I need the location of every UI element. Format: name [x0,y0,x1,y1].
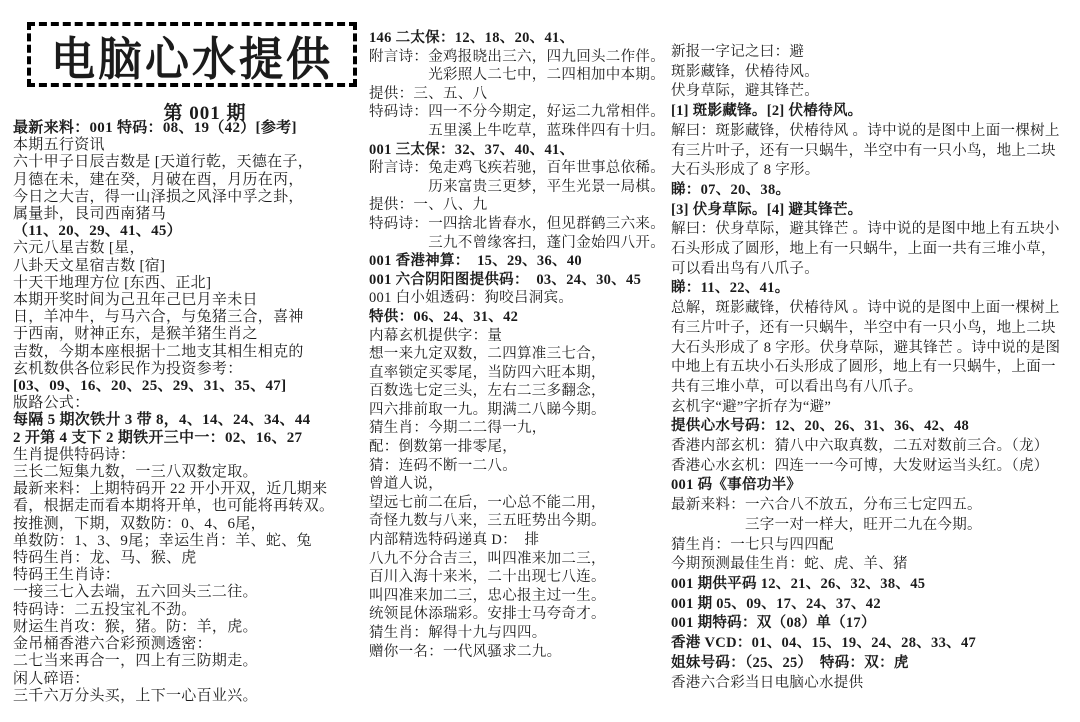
text-line: 001 白小姐透码：狗咬吕洞宾。 [369,290,574,307]
text-line: 伏身草际，避其锋芒。 [671,83,819,100]
masthead-box [27,22,357,87]
text-line: 香港心水玄机：四连一一今可博，大发财运当头红。（虎） [671,457,1049,474]
text-line: 提供心水号码：12、20、26、31、36、42、48 [671,418,970,435]
text-line: 想一来九定双数，二四算准三七合， [369,346,606,363]
text-line: 统领昆休添瑞彩。安排士马夸奇才。 [369,606,606,623]
text-line: 曾道人说， [369,476,443,493]
text-line: 今期预测最佳生肖：蛇、虎、羊、猪 [671,556,908,573]
text-line: 生肖提供特码诗： [13,446,136,463]
text-line: 赠你一名：一代风骚求二九。 [369,643,562,660]
text-line: 附言诗：金鸡报晓出三六，四九回头二作伴。 [369,48,665,65]
text-line: [3] 伏身草际。[4] 避其锋芒。 [671,201,863,218]
text-line: 最新来料：001 特码：08、19（42）[参考] [13,120,297,136]
text-line: 最新来料：一六合八不放五，分布三七定四五。 [671,497,982,514]
text-line: 于西南，财神正东，是猴羊猪生肖之 [13,326,258,343]
text-line: 单数防：1、3、9尾；幸运生肖：羊、蛇、兔 [13,532,312,549]
text-line: 石头形成了圆形，地上有一只蜗牛，上面一共有三堆小草， [671,241,1056,258]
text-line: 六元八星吉数 [星， [13,240,145,257]
text-line: 特码王生肖诗： [13,567,121,584]
text-line: 睇：11、22、41。 [671,280,790,297]
text-line: 二七当来再合一，四上有三防期走。 [13,653,258,670]
text-line: 001 期供平码 12、21、26、32、38、45 [671,575,926,592]
text-line: 玄机字“避”字折存为“避” [671,398,832,415]
text-line: 2 开第 4 支下 2 期铁开三中一：02、16、27 [13,429,303,446]
text-line: 可以看出鸟有八爪子。 [671,260,819,277]
text-line: 大石头形成了 8 字形。伏身草际，避其锋芒 。诗中说的是图 [671,339,1061,356]
text-line: 中地上有五块小石头形成了圆形，地上有一只蜗牛，上面一 [671,359,1056,376]
column-middle [369,29,669,661]
column-right [671,43,1076,693]
text-line: 百数选七定三头，左右二三多翻念， [369,383,606,400]
text-line: [03、09、16、20、25、29、31、35、47] [13,378,287,395]
text-line: 百川入海十来米，二十出现七八连。 [369,569,606,586]
text-line: 吉数，今期本座根据十二地支其相生相克的 [13,343,304,360]
text-line: （11、20、29、41、45） [13,223,182,240]
text-line: 共有三堆小草，可以看出鸟有八爪子。 [671,378,923,395]
text-line: 六十甲子日辰吉数是 [天道行乾，天德在子， [13,154,314,171]
text-line: 001 三太保：32、37、40、41、 [369,141,575,158]
text-line: 猜生肖：今期二二得一九， [369,420,547,437]
text-line: 叫四准来加二三，忠心报主过一生。 [369,587,606,604]
text-line: 望远七前二在后，一心总不能二用， [369,494,606,511]
text-line: 001 码《事倍功半》 [671,477,802,494]
text-line: 001 香港神算： 15、29、36、40 [369,253,582,270]
text-line: 按推测，下期，双数防：0、4、6尾， [13,515,266,532]
text-line: 解曰：斑影藏锋，伏椿待风 。诗中说的是图中上面一棵树上 [671,122,1060,139]
text-line: 001 期特码：双（08）单（17） [671,615,876,632]
text-line: 146 二太保：12、18、20、41、 [369,30,575,46]
text-line: 三字一对一样大，旺开二九在今期。 [671,516,982,533]
text-line: 属量卦，艮司西南猪马 [13,206,167,223]
issue-number: 第 001 期 [163,103,247,124]
text-line: 历来富贵三更梦，平生光景一局棋。 [369,178,665,195]
text-line: 香港内部玄机：猜八中六取真数，二五对数前三合。（龙） [671,438,1049,455]
text-line: 睇：07、20、38。 [671,181,791,198]
text-line: 闲人碎语： [13,670,90,687]
text-line: 特码生肖：龙、马、猴、虎 [13,550,197,567]
text-line: 香港六合彩当日电脑心水提供 [671,674,864,691]
text-line: 月德在未，建在癸，月破在酉，月历在丙， [13,171,304,188]
text-line: 光彩照人二七中，二四相加中本期。 [369,67,665,84]
text-line: 猜：连码不断一二八。 [369,457,517,474]
text-line: 四六排前取一九。期满二八睇今期。 [369,401,606,418]
text-line: 001 六合阴阳图提供码： 03、24、30、45 [369,271,642,288]
text-line: 香港 VCD：01、04、15、19、24、28、33、47 [671,635,977,652]
text-line: 本期开奖时间为己丑年己巳月辛未日 [13,292,258,309]
text-line: 三千六万分头买，上下一心百业兴。 [13,687,258,704]
text-line: 直率锁定买零尾，当防四六旺本期， [369,364,606,381]
text-line: 斑影藏锋，伏椿待风。 [671,63,819,80]
text-line: 猜生肖：一七只与四四配 [671,536,834,553]
text-line: 一接三七入去端，五六回头三二往。 [13,584,258,601]
text-line: 提供：三、五、八 [369,85,488,102]
text-line: 本期五行资讯 [13,137,105,154]
text-line: 八卦天文星宿吉数 [宿] [13,257,166,274]
text-line: 奇怪九数与八来，三五旺势出今期。 [369,513,606,530]
text-line: 总解，斑影藏锋，伏椿待风 。诗中说的是图中上面一棵树上 [671,300,1060,317]
text-line: 玄机数供各位彩民作为投资参考： [13,360,243,377]
text-line: 五里溪上牛吃草，蓝珠伴四有十归。 [369,122,665,139]
text-line: 附言诗：兔走鸡飞疾若驰，百年世事总依稀。 [369,160,665,177]
text-line: [1] 斑影藏锋。[2] 伏椿待风。 [671,103,863,120]
text-line: 版路公式： [13,395,90,412]
text-line: 十天干地理方位 [东西、正北] [13,274,212,291]
text-line: 最新来料：上期特码开 22 开小开双，近几期来 [13,481,328,498]
text-line: 今日之大吉，得一山泽损之风泽中孚之卦， [13,188,304,205]
text-line: 三长二短集九数，一三八双数定取。 [13,464,258,481]
text-line: 内幕玄机提供字：量 [369,327,503,344]
text-line: 配：倒数第一排零尾， [369,439,517,456]
text-line: 特码诗：二五投宝礼不劲。 [13,601,197,618]
text-line: 每隔 5 期次铁廾 3 带 8，4、14、24、34、44 [13,412,311,429]
text-line: 新报一字记之曰：避 [671,44,805,60]
text-line: 有三片叶子，还有一只蜗牛，半空中有一只小鸟，地上二块 [671,142,1056,159]
text-line: 八九不分合吉三，叫四准来加二三， [369,550,606,567]
text-line: 特码诗：四一不分今期定，好运二九常相伴。 [369,104,665,121]
text-line: 解曰：伏身草际，避其锋芒 。诗中说的是图中地上有五块小 [671,221,1060,238]
text-line: 大石头形成了 8 字形。 [671,162,820,179]
text-line: 有三片叶子，还有一只蜗牛，半空中有一只小鸟，地上二块 [671,319,1056,336]
text-line: 姐妹号码：（25、25） 特码：双：虎 [671,654,909,671]
text-line: 看，根据走而看本期将开单，也可能将再转双。 [13,498,335,515]
text-line: 日，羊冲牛，与马六合，与兔猪三合，喜神 [13,309,304,326]
text-line: 提供：一、八、九 [369,197,488,214]
text-line: 财运生肖攻：猴，猪。防：羊，虎。 [13,618,258,635]
text-line: 三九不曾缘客扫，蓬门金始四八开。 [369,234,665,251]
page-title: 电脑心水提供 [51,33,333,85]
column-left [13,120,358,705]
text-line: 内部精选特码递真 D： 排 [369,532,540,549]
text-line: 001 期 05、09、17、24、37、42 [671,595,881,612]
text-line: 特供：06、24、31、42 [369,308,519,325]
text-line: 特码诗：一四捨北皆春水，但见群鹤三六来。 [369,215,665,232]
text-line: 金吊桶香港六合彩预测透密： [13,636,212,653]
text-line: 猜生肖：解得十九与四四。 [369,625,547,641]
